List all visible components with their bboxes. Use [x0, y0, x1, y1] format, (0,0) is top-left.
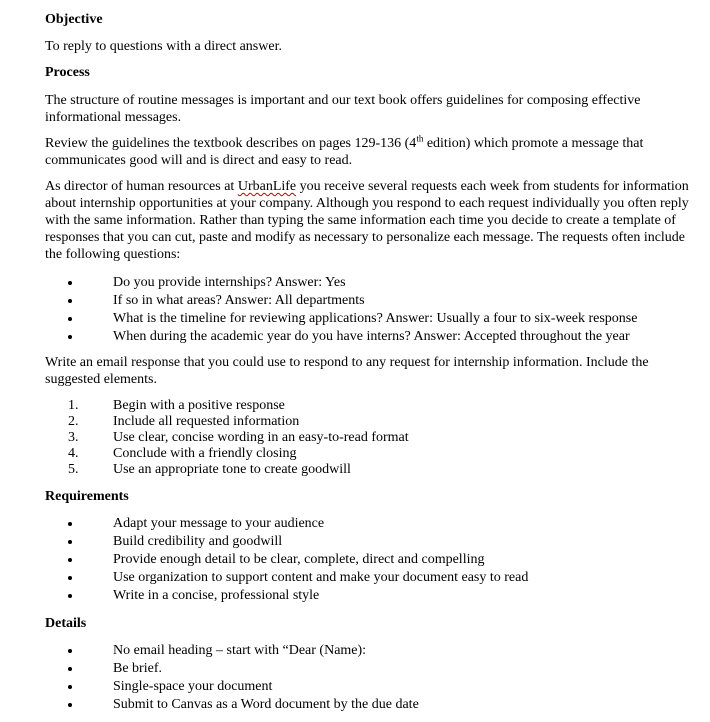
list-number: 5.: [68, 462, 79, 477]
element-text: Use an appropriate tone to create goodwill: [113, 462, 351, 477]
element-text: Begin with a positive response: [113, 398, 285, 413]
list-item: [45, 462, 695, 478]
element-text: Use clear, concise wording in an easy-to-read format: [113, 430, 409, 445]
list-item: [45, 551, 695, 568]
detail-text: Be brief.: [113, 661, 162, 676]
process-paragraph-2-start: Review the guidelines the textbook describes on pages 129-136 (4: [45, 136, 417, 151]
details-list: [45, 642, 695, 713]
process-paragraph-3-start: As director of human resources at: [45, 179, 238, 194]
list-item: [45, 678, 695, 695]
list-item: [45, 515, 695, 532]
list-number: 1.: [68, 398, 79, 413]
list-item: [45, 328, 695, 345]
list-item: [45, 398, 695, 414]
list-number: 3.: [68, 430, 79, 445]
question-text: What is the timeline for reviewing applications? Answer: Usually a four to six-week response: [113, 311, 638, 326]
element-text: Conclude with a friendly closing: [113, 446, 297, 461]
list-item: [45, 292, 695, 309]
edition-superscript: th: [416, 133, 424, 144]
list-item: [45, 310, 695, 327]
list-item: [45, 274, 695, 291]
objective-text: To reply to questions with a direct answer.: [45, 39, 282, 54]
requirement-text: Provide enough detail to be clear, complete, direct and compelling: [113, 552, 485, 567]
detail-text: Submit to Canvas as a Word document by the due date: [113, 697, 419, 712]
process-paragraph-3: [45, 178, 695, 263]
requirement-text: Use organization to support content and make your document easy to read: [113, 570, 529, 585]
detail-text: Single-space your document: [113, 679, 273, 694]
question-text: If so in what areas? Answer: All departments: [113, 293, 365, 308]
process-paragraph-1: The structure of routine messages is important and our text book offers guidelines for composing effective informational messages.: [45, 93, 641, 125]
detail-text: No email heading – start with “Dear (Name):: [113, 643, 367, 658]
list-item: [45, 569, 695, 586]
list-item: [45, 642, 695, 659]
requirements-list: [45, 515, 695, 604]
list-item: [45, 430, 695, 446]
process-paragraph-4: Write an email response that you could use to respond to any request for internship information. Include the suggested elements.: [45, 355, 649, 387]
requirement-text: Write in a concise, professional style: [113, 588, 320, 603]
list-item: [45, 446, 695, 462]
list-number: 2.: [68, 414, 79, 429]
list-number: 4.: [68, 446, 79, 461]
list-item: [45, 660, 695, 677]
company-name: UrbanLife: [237, 179, 297, 194]
list-item: [45, 414, 695, 430]
questions-list: [45, 274, 695, 345]
list-item: [45, 533, 695, 550]
requirement-text: Build credibility and goodwill: [113, 534, 283, 549]
element-text: Include all requested information: [113, 414, 300, 429]
process-paragraph-2-end: edition) which promote a message that communicates good will and is direct and easy to read.: [45, 136, 644, 168]
requirements-heading: Requirements: [45, 489, 129, 504]
elements-list: [45, 398, 695, 478]
process-paragraph-2: [45, 135, 695, 169]
process-paragraph-3-end: you receive several requests each week from students for information about internship opportunities at your company. Although you respond to each request individually you often reply with the same information. Rather than typing the same information each time you decide to create a template of responses that you can cut, paste and modify as necessary to personalize each message. The requests often include the following questions:: [45, 179, 689, 262]
objective-heading: Objective: [45, 12, 103, 27]
list-item: [45, 696, 695, 713]
requirement-text: Adapt your message to your audience: [113, 516, 325, 531]
list-item: [45, 587, 695, 604]
details-heading: Details: [45, 616, 87, 631]
question-text: Do you provide internships? Answer: Yes: [113, 275, 346, 290]
question-text: When during the academic year do you have interns? Answer: Accepted throughout the year: [113, 329, 630, 344]
process-heading: Process: [45, 65, 90, 80]
